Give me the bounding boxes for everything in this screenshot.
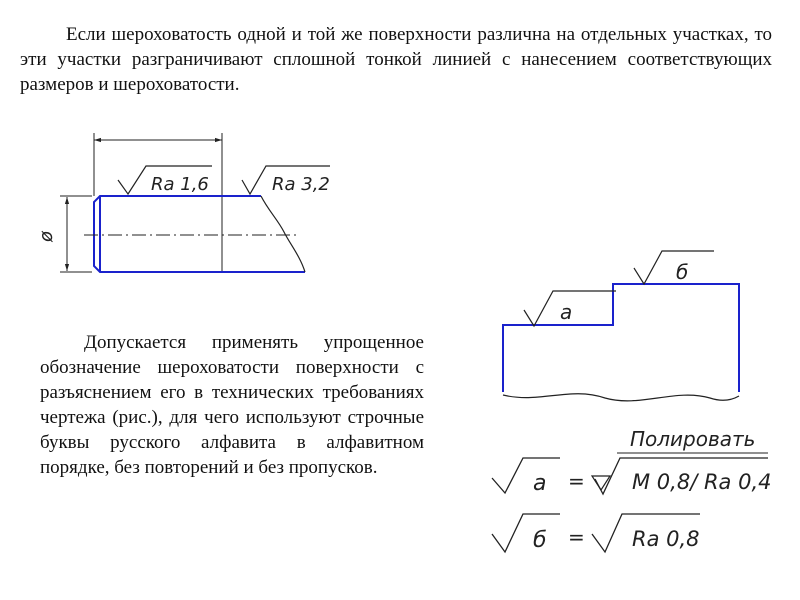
legend-row1-letter: а <box>533 471 547 496</box>
break-line <box>261 196 305 272</box>
roughness-sign-icon <box>492 514 560 552</box>
roughness-left-label: Ra 1,6 <box>151 174 209 195</box>
roughness-legend <box>492 427 771 553</box>
intro-paragraph: Если шероховатость одной и той же поверхности различна на отдельных участках, то эти участки разграничивают сплошной тонкой линией с нанесением соответствующих размеров и шероховатости. <box>20 24 772 95</box>
legend-row1-equals: = <box>568 469 585 493</box>
simplified-notation-paragraph: Допускается применять упрощенное обозначение шероховатости поверхности с разъяснением его в технических требованиях чертежа (рис.), для чего используют строчные буквы русского алфавита в алфавитном порядке, без повторений и без пропусков. <box>40 332 424 478</box>
mark-a-label: а <box>560 300 573 324</box>
stepped-part-drawing <box>503 251 739 401</box>
legend-row2-letter: б <box>533 528 547 553</box>
roughness-right-label: Ra 3,2 <box>272 174 330 195</box>
polish-note: Полировать <box>630 427 756 451</box>
diameter-symbol: ø <box>36 230 57 242</box>
removal-roughness-icon <box>592 476 610 490</box>
roughness-sign-icon <box>634 251 714 284</box>
shaft-drawing <box>36 133 330 273</box>
mark-b-label: б <box>676 260 689 284</box>
part-outline <box>503 284 739 392</box>
shaft-outline <box>94 196 305 272</box>
break-line <box>503 394 739 401</box>
legend-row2-value: Ra 0,8 <box>632 527 700 551</box>
legend-row1-value: M 0,8/ Ra 0,4 <box>632 470 772 494</box>
legend-row2-equals: = <box>568 525 585 549</box>
roughness-sign-icon <box>492 458 560 493</box>
